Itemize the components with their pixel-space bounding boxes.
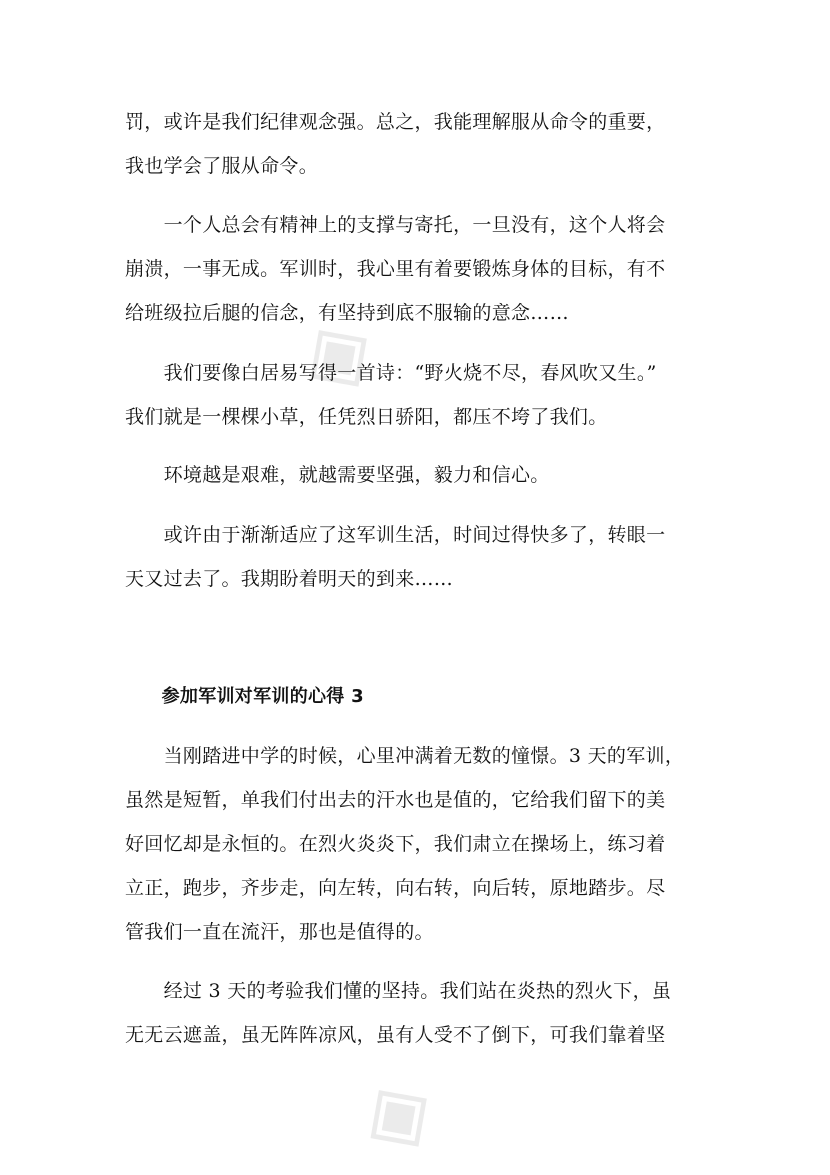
paragraph-line: 好回忆却是永恒的。在烈火炎炎下，我们肃立在操场上，练习着 bbox=[125, 833, 666, 855]
paragraph-line: 罚，或许是我们纪律观念强。总之，我能理解服从命令的重要， bbox=[125, 111, 666, 133]
watermark: ◈ bbox=[336, 1049, 454, 1175]
paragraph-line: 一个人总会有精神上的支撑与寄托，一旦没有，这个人将会 bbox=[125, 214, 666, 236]
paragraph-line: 立正，跑步，齐步走，向左转，向右转，向后转，原地踏步。尽 bbox=[125, 877, 666, 899]
section-heading: 参加军训对军训的心得 3 bbox=[125, 686, 364, 707]
paragraph-line: 管我们一直在流汗，那也是值得的。 bbox=[125, 921, 434, 943]
paragraph-line: 经过 3 天的考验我们懂的坚持。我们站在炎热的烈火下，虽 bbox=[125, 980, 672, 1002]
paragraph-line: 无无云遮盖，虽无阵阵凉风，虽有人受不了倒下，可我们靠着坚 bbox=[125, 1024, 666, 1046]
paragraph-line: 给班级拉后腿的信念，有坚持到底不服输的意念…… bbox=[125, 302, 569, 324]
paragraph-line: 天又过去了。我期盼着明天的到来…… bbox=[125, 568, 454, 590]
paragraph-line: 我也学会了服从命令。 bbox=[125, 155, 319, 177]
paragraph-line: 当刚踏进中学的时候，心里冲满着无数的憧憬。3 天的军训， bbox=[125, 745, 685, 767]
paragraph-line: 虽然是短暂，单我们付出去的汗水也是值的，它给我们留下的美 bbox=[125, 789, 666, 811]
paragraph-line: 我们要像白居易写得一首诗：“野火烧不尽，春风吹又生。” bbox=[125, 362, 657, 384]
paragraph-line: 我们就是一棵棵小草，任凭烈日骄阳，都压不垮了我们。 bbox=[125, 406, 608, 428]
paragraph-line: 或许由于渐渐适应了这军训生活，时间过得快多了，转眼一 bbox=[125, 524, 666, 546]
watermark: ◈ bbox=[276, 289, 394, 416]
paragraph-line: 崩溃，一事无成。军训时，我心里有着要锻炼身体的目标，有不 bbox=[125, 258, 666, 280]
paragraph-line: 环境越是艰难，就越需要坚强，毅力和信心。 bbox=[125, 464, 550, 486]
